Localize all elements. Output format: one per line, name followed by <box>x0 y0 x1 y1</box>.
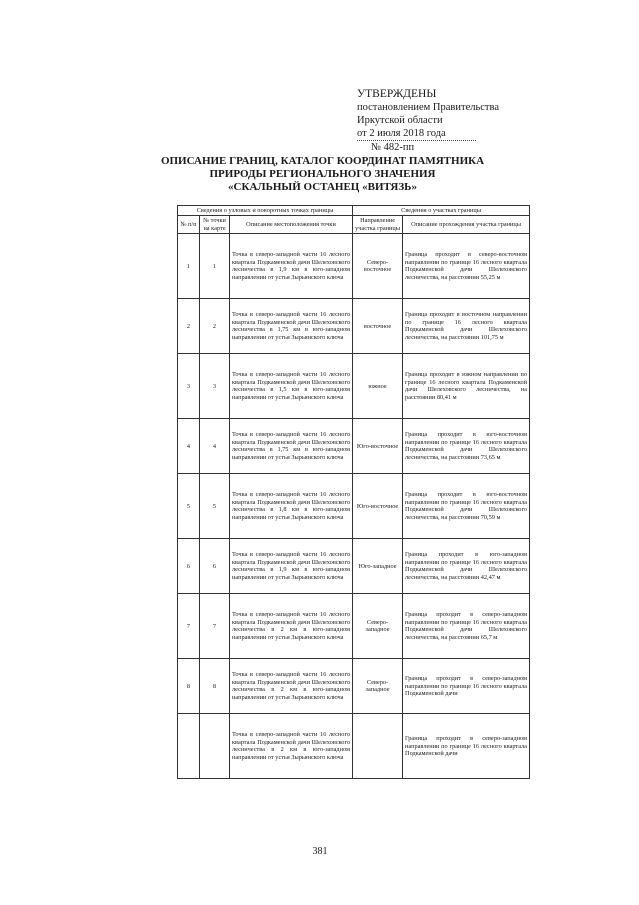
row-no: 8 <box>178 659 200 714</box>
row-segment: Граница проходит в северо-западном направлении по границе 16 лесного квартала Подкаменской дачи <box>403 714 530 779</box>
approval-date: от 2 июля 2018 года <box>357 127 476 141</box>
row-segment: Граница проходит в юго-восточном направлении по границе 16 лесного квартала Подкаменской дачи Шелеховского лесничества, на расстоянии 73,65 м <box>403 419 530 474</box>
title-line-1: ОПИСАНИЕ ГРАНИЦ, КАТАЛОГ КООРДИНАТ ПАМЯТНИКА <box>160 155 485 167</box>
row-segment: Граница проходит в северо-западном направлении по границе 16 лесного квартала Подкаменской дачи Шелеховского лесничества, на расстоянии 65,7 м <box>403 594 530 659</box>
header-no: № п/п <box>178 216 200 234</box>
row-no: 3 <box>178 354 200 419</box>
table-row <box>178 234 530 299</box>
row-segment: Граница проходит в юго-восточном направлении по границе 16 лесного квартала Подкаменской дачи Шелеховского лесничества, на расстоянии 70,59 м <box>403 474 530 539</box>
row-location: Точка в северо-западной части 16 лесного квартала Подкаменской дачи Шелеховского лесничества в 2 км в юго-западном направлении от устья Зырьянского ключа <box>230 659 353 714</box>
table-row <box>178 419 530 474</box>
boundary-table <box>177 205 530 779</box>
document-title <box>150 155 495 194</box>
table-row <box>178 354 530 419</box>
row-point: 2 <box>200 299 230 354</box>
row-direction: восточное <box>353 299 403 354</box>
row-location: Точка в северо-западной части 16 лесного квартала Подкаменской дачи Шелеховского лесничества в 1,75 км в юго-западном направлении от устья Зырьянского ключа <box>230 299 353 354</box>
table-row <box>178 299 530 354</box>
table-row <box>178 474 530 539</box>
row-no: 7 <box>178 594 200 659</box>
approval-line-1: постановлением Правительства <box>357 102 500 113</box>
row-no-empty <box>178 714 200 779</box>
row-point: 4 <box>200 419 230 474</box>
table-row <box>178 539 530 594</box>
table-row <box>178 659 530 714</box>
row-no: 4 <box>178 419 200 474</box>
row-segment: Граница проходит в южном направлении по границе 16 лесного квартала Подкаменской дачи Шелеховского лесничества, на расстоянии 80,41 м <box>403 354 530 419</box>
row-location: Точка в северо-западной части 16 лесного квартала Подкаменской дачи Шелеховского лесничества в 2 км в юго-западном направлении от устья Зырьянского ключа <box>230 594 353 659</box>
row-direction: Юго-западное <box>353 539 403 594</box>
row-point-empty <box>200 714 230 779</box>
row-direction: Юго-восточное <box>353 474 403 539</box>
page-number: 381 <box>312 846 328 857</box>
header-point: № точки на карте <box>200 216 230 234</box>
row-segment: Граница проходит в северо-западном направлении по границе 16 лесного квартала Подкаменской дачи <box>403 659 530 714</box>
row-direction: Северо-западное <box>353 659 403 714</box>
header-location: Описание местоположения точки <box>230 216 353 234</box>
table-row <box>178 594 530 659</box>
row-point: 6 <box>200 539 230 594</box>
header-points-group: Сведения о узловых и поворотных точках границы <box>178 206 353 216</box>
row-segment: Граница проходит в северо-восточном направлении по границе 16 лесного квартала Подкаменской дачи Шелеховского лесничества, на расстоянии 55,25 м <box>403 234 530 299</box>
row-direction-empty <box>353 714 403 779</box>
row-location: Точка в северо-западной части 16 лесного квартала Подкаменской дачи Шелеховского лесничества в 2 км в юго-западном направлении от устья Зырьянского ключа <box>230 714 353 779</box>
title-line-3: «СКАЛЬНЫЙ ОСТАНЕЦ «ВИТЯЗЬ» <box>228 181 417 193</box>
approval-heading: УТВЕРЖДЕНЫ <box>357 88 437 100</box>
row-no: 5 <box>178 474 200 539</box>
approval-stamp <box>357 88 557 154</box>
row-point: 1 <box>200 234 230 299</box>
header-direction: Направление участка границы <box>353 216 403 234</box>
row-segment: Граница проходит в восточном направлении по границе 16 лесного квартала Подкаменской дачи Шелеховского лесничества, на расстоянии 101,75 м <box>403 299 530 354</box>
row-segment: Граница проходит в юго-западном направлении по границе 16 лесного квартала Подкаменской дачи Шелеховского лесничества, на расстоянии 42,47 м <box>403 539 530 594</box>
row-direction: южное <box>353 354 403 419</box>
row-no: 2 <box>178 299 200 354</box>
header-segment: Описание прохождения участка границы <box>403 216 530 234</box>
header-segments-group: Сведения о участках границы <box>353 206 530 216</box>
table-row <box>178 714 530 779</box>
row-location: Точка в северо-западной части 16 лесного квартала Подкаменской дачи Шелеховского лесничества в 1,5 км в юго-западном направлении от устья Зырьянского ключа <box>230 354 353 419</box>
row-point: 3 <box>200 354 230 419</box>
row-no: 1 <box>178 234 200 299</box>
row-location: Точка в северо-западной части 16 лесного квартала Подкаменской дачи Шелеховского лесничества в 1,9 км в юго-западном направлении от устья Зырьянского ключа <box>230 539 353 594</box>
approval-line-2: Иркутской области <box>357 115 443 126</box>
row-point: 7 <box>200 594 230 659</box>
approval-number: № 482-пп <box>371 142 415 153</box>
row-no: 6 <box>178 539 200 594</box>
title-line-2: ПРИРОДЫ РЕГИОНАЛЬНОГО ЗНАЧЕНИЯ <box>209 168 436 180</box>
row-direction: Северо-западное <box>353 594 403 659</box>
row-direction: Северо-восточное <box>353 234 403 299</box>
row-location: Точка в северо-западной части 16 лесного квартала Подкаменской дачи Шелеховского лесничества в 1,75 км в юго-западном направлении от устья Зырьянского ключа <box>230 419 353 474</box>
row-direction: Юго-восточное <box>353 419 403 474</box>
row-point: 8 <box>200 659 230 714</box>
row-location: Точка в северо-западной части 16 лесного квартала Подкаменской дачи Шелеховского лесничества в 1,9 км в юго-западном направлении от устья Зырьянского ключа <box>230 234 353 299</box>
row-location: Точка в северо-западной части 16 лесного квартала Подкаменской дачи Шелеховского лесничества в 1,8 км в юго-западном направлении от устья Зырьянского ключа <box>230 474 353 539</box>
row-point: 5 <box>200 474 230 539</box>
